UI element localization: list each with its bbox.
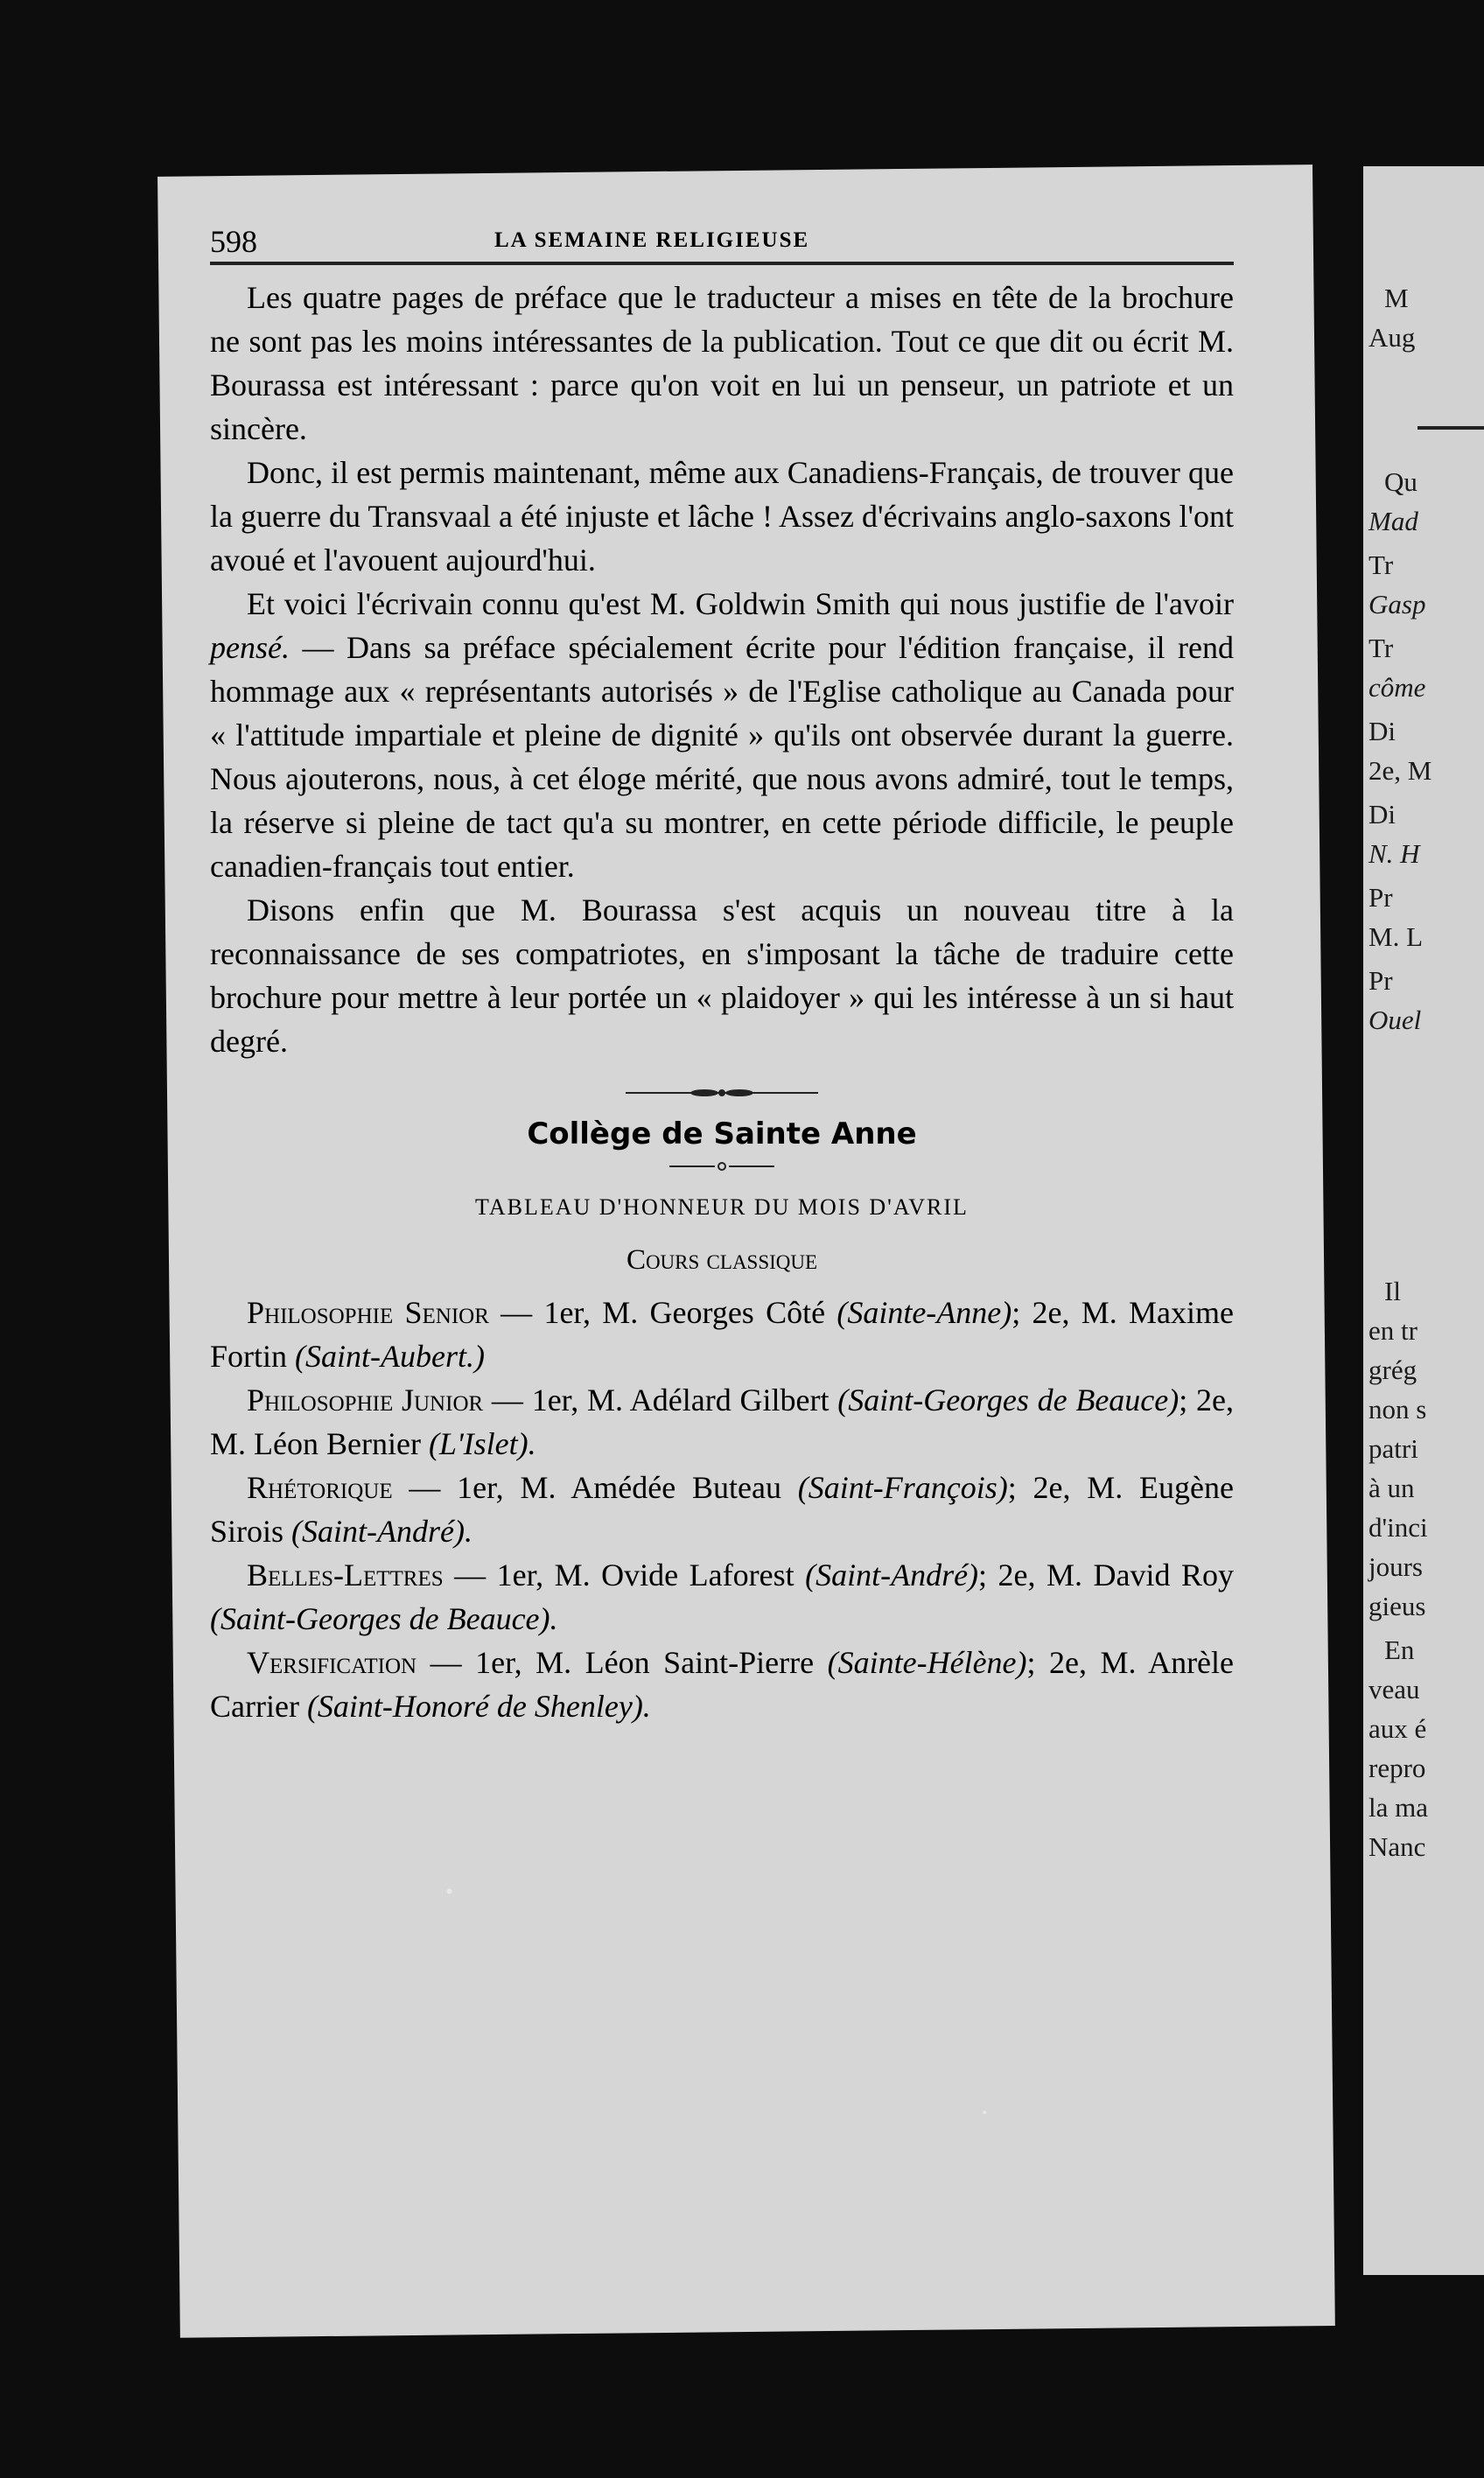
honor-roll-entry: Belles-Lettres — 1er, M. Ovide Laforest (Saint-André); 2e, M. David Roy (Saint-Georges de Beauce). [210,1558,1235,1636]
student-name: M. Anrèle Carrier [210,1645,1235,1724]
adjacent-page-fragment: Tr [1368,633,1394,663]
adjacent-page-fragment: jours [1368,1551,1423,1582]
rank-label: 2e, [1049,1645,1088,1680]
adjacent-page-fragment: patri [1368,1433,1418,1464]
honor-roll-entry: Philosophie Senior — 1er, M. Georges Côté (Sainte-Anne); 2e, M. Maxime Fortin (Saint-Aubert.) [210,1295,1235,1374]
paragraph-text: Et voici l'écrivain connu qu'est M. Goldwin Smith qui nous justifie de l'avoir [247,586,1234,621]
honor-roll-list [210,1291,1234,1728]
rank-label: 1er, [543,1295,591,1330]
rank-label: 1er, [475,1645,522,1680]
ornamental-divider [626,1086,818,1100]
student-name: M. Georges Côté [602,1295,826,1330]
adjacent-page-fragment: aux é [1368,1713,1427,1744]
honor-roll-heading: TABLEAU D'HONNEUR DU MOIS D'AVRIL [475,1194,969,1220]
scan-speck [983,2110,986,2114]
adjacent-page-fragment: gieus [1368,1591,1426,1621]
adjacent-page-fragment: en tr [1368,1315,1418,1346]
adjacent-page-fragment: d'inci [1368,1512,1428,1543]
paragraph: Les quatre pages de préface que le traducteur a mises en tête de la brochure ne sont pas les moins intéressantes de la publication. Tout ce que dit ou écrit M. Bourassa est intéressant : parce qu'on voit en lui un penseur, un patriote et un sincère. [210,280,1234,446]
page-body [210,276,1234,1728]
student-name: M. David Roy [1046,1558,1235,1592]
adjacent-page-fragment: Gasp [1368,589,1426,620]
adjacent-page-fragment: Pr [1368,965,1393,996]
student-name: M. Maxime Fortin [210,1295,1235,1374]
adjacent-page-fragment: à un [1368,1473,1415,1503]
adjacent-page-fragment: Qu [1384,466,1418,497]
adjacent-page-fragment: veau [1368,1674,1420,1704]
student-name: M. Amédée Buteau [520,1470,781,1505]
section-title: Collège de Sainte Anne [527,1116,917,1152]
adjacent-page-fragment: repro [1368,1753,1426,1783]
class-name: Philosophie Senior [247,1295,489,1330]
hometown: (Saint-Honoré de Shenley). [306,1689,651,1724]
adjacent-page-fragment: Tr [1368,550,1394,580]
adjacent-page-fragment: grég [1368,1354,1418,1385]
adjacent-page-fragment: Il [1384,1276,1401,1306]
paragraph-text: — Dans sa préface spécialement écrite pour l'édition française, il rend hommage aux « représentants autorisés » de l'Eglise catholique au Canada pour « l'attitude impartiale et pleine de dignité » qu'ils ont observée durant la guerre. Nous ajouterons, nous, à cet éloge mérité, que nous avons admiré, tout le temps, la réserve si pleine de tact qu'a su montrer, en cette période difficile, le peuple canadien-français tout entier. [210,630,1234,884]
class-name: Versification [247,1645,417,1680]
adjacent-page-fragment: M. L [1368,921,1423,952]
honor-roll-entry: Philosophie Junior — 1er, M. Adélard Gilbert (Saint-Georges de Beauce); 2e, M. Léon Bernier (L'Islet). [210,1382,1234,1461]
rank-label: 1er, [457,1470,504,1505]
hometown: (Sainte-Hélène) [827,1645,1027,1680]
hometown: (Saint-Georges de Beauce) [837,1382,1180,1418]
adjacent-page-rule [1418,426,1484,430]
adjacent-page-fragment: non s [1368,1394,1427,1424]
rank-label: 2e, [998,1558,1036,1592]
hometown: (Saint-André) [805,1558,979,1592]
page-number: 598 [210,224,257,259]
scan-speck [447,1888,452,1894]
adjacent-page-fragment: N. H [1368,838,1420,869]
adjacent-page-fragment: Ouel [1368,1004,1422,1035]
honor-roll-entry: Rhétorique — 1er, M. Amédée Buteau (Saint-François); 2e, M. Eugène Sirois (Saint-André). [210,1470,1235,1549]
adjacent-page-fragment: Aug [1368,322,1416,353]
hometown: (Saint-François) [797,1470,1008,1505]
running-head: LA SEMAINE RELIGIEUSE [494,228,810,252]
student-name: M. Eugène Sirois [210,1470,1235,1549]
paragraph: Donc, il est permis maintenant, même aux Canadiens-Français, de trouver que la guerre du Transvaal a été injuste et lâche ! Assez d'écrivains anglo-saxons l'ont avoué et l'avouent aujourd'hui. [210,455,1234,578]
adjacent-page-fragment: la ma [1368,1792,1428,1823]
small-divider [669,1161,774,1172]
adjacent-page-fragment: Mad [1368,506,1418,536]
rank-label: 2e, [1032,1470,1071,1505]
adjacent-page-fragment: Pr [1368,882,1393,913]
adjacent-page-fragment: côme [1368,672,1426,703]
student-name: M. Adélard Gilbert [586,1382,830,1418]
rank-label: 2e, [1032,1295,1070,1330]
adjacent-page-fragment: Di [1368,716,1396,746]
student-name: M. Ovide Laforest [554,1558,794,1592]
adjacent-page-fragment: En [1384,1634,1415,1665]
hometown: (Sainte-Anne) [836,1295,1012,1330]
hometown: (Saint-André). [291,1514,472,1549]
honor-roll-entry: Versification — 1er, M. Léon Saint-Pierre (Sainte-Hélène); 2e, M. Anrèle Carrier (Saint-Honoré de Shenley). [210,1645,1235,1724]
rank-label: 2e, [1196,1382,1234,1418]
page-header [210,223,1234,265]
hometown: (Saint-Aubert.) [295,1339,485,1374]
course-heading: Cours classique [626,1244,818,1276]
paragraph [210,582,1234,888]
paragraph: Disons enfin que M. Bourassa s'est acquis un nouveau titre à la reconnaissance de ses compatriotes, en s'imposant la tâche de traduire cette brochure pour mettre à leur portée un « plaidoyer » qui les intéresse à un si haut degré. [210,892,1234,1059]
adjacent-page-fragment: Di [1368,799,1396,830]
student-name: M. Léon Saint-Pierre [536,1645,815,1680]
italic-word: pensé. [210,630,290,665]
class-name: Rhétorique [247,1470,393,1505]
class-name: Philosophie Junior [247,1382,484,1418]
adjacent-page-fragment: M [1384,283,1409,313]
adjacent-page-fragment: Nanc [1368,1831,1426,1862]
adjacent-page [1363,166,1484,2275]
hometown: (Saint-Georges de Beauce). [210,1601,558,1636]
student-name: M. Léon Bernier [210,1426,421,1461]
rank-label: 1er, [531,1382,579,1418]
class-name: Belles-Lettres [247,1558,444,1592]
hometown: (L'Islet). [428,1426,536,1461]
adjacent-page-fragment: 2e, M [1368,755,1432,786]
rank-label: 1er, [496,1558,544,1592]
